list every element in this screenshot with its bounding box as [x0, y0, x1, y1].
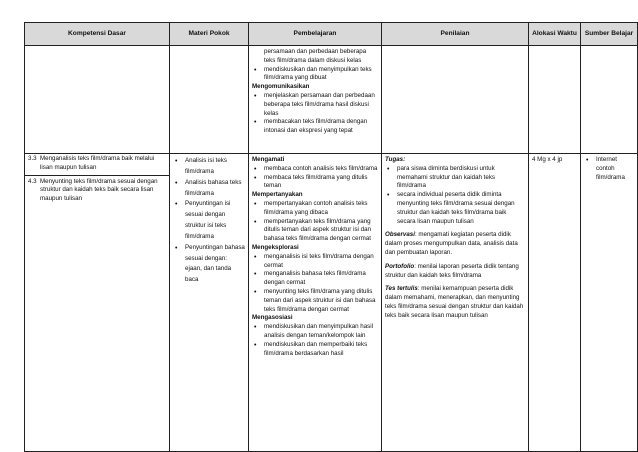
list-item: • Analisis isi teks film/drama — [173, 156, 245, 178]
cell-kompetensi-dasar — [25, 154, 170, 452]
list-item: • para siswa diminta berdiskusi untuk memahami struktur dan kaidah teks film/drama — [385, 165, 525, 191]
header-penilaian: Penilaian — [382, 23, 529, 46]
list-item: • mendiskusikan dan menyimpulkan teks film/drama yang dibuat — [252, 66, 378, 84]
list-item: • membaca contoh analisis teks film/drama — [252, 165, 378, 174]
header-pembelajaran: Pembelajaran — [249, 23, 382, 46]
observasi-paragraph — [385, 231, 525, 257]
kd-number: 3.3 — [28, 155, 37, 162]
list-item: • mendiskusikan dan menyimpulkan hasil analisis dengan teman/kelompok lain — [252, 323, 378, 341]
section-title: Mengomunikasikan — [252, 83, 310, 91]
table-row-kd-3-3 — [25, 154, 638, 452]
list-item: • menyunting teks film/drama yang ditulis teman dari aspek struktur isi dan bahasa teks film/drama dengan cermat — [252, 288, 378, 314]
cell-pembelajaran-continuation — [249, 46, 382, 154]
table-row-continuation — [25, 46, 638, 154]
list-item: • mendiskusikan dan memperbaiki teks film/drama berdasarkan hasil — [252, 341, 378, 359]
list-item: • secara individual peserta didik diminta menyunting teks film/drama sesuai dengan struktur dan kaidah teks film/drama baik secara lisan maupun tulisan — [385, 191, 525, 226]
cell-materi-pokok — [170, 154, 249, 452]
header-alokasi-waktu: Alokasi Waktu — [529, 23, 581, 46]
tes-tertulis-paragraph — [385, 285, 525, 320]
header-materi-pokok: Materi Pokok — [170, 23, 249, 46]
cell-penilaian-empty — [382, 46, 529, 154]
kd-divider — [25, 175, 169, 176]
list-item: • membaca teks film/drama yang ditulis teman — [252, 174, 378, 192]
cell-sumber-empty — [581, 46, 638, 154]
header-row — [25, 23, 638, 46]
cell-materi-empty — [170, 46, 249, 154]
list-item: • membacakan teks film/drama dengan intonasi dan ekspresi yang tepat — [252, 118, 378, 136]
list-item: • menganalisis isi teks film/drama dengan cermat — [252, 253, 378, 271]
cell-alokasi-empty — [529, 46, 581, 154]
syllabus-table — [24, 22, 638, 452]
observasi-text: : mengamati kegiatan peserta didik dalam proses mengumpulkan data, analisis data dan pembuatan laporan. — [385, 231, 518, 256]
tes-tertulis-text: : menilai kemampuan peserta didik dalam memahami, menerapkan, dan menyunting teks film/drama sesuai dengan struktur dan kaidah teks baik secara lisan maupun tulisan — [385, 285, 524, 319]
section-title: Mengasosiasi — [252, 314, 293, 322]
cell-kd-empty — [25, 46, 170, 154]
kd-item — [28, 178, 166, 204]
list-item: • mempertanyakan teks film/drama yang ditulis teman dari aspek struktur isi dan bahasa teks film/drama dengan cermat — [252, 218, 378, 244]
section-title: Mempertanyakan — [252, 191, 303, 199]
observasi-label: Observasi — [385, 231, 415, 239]
continuation-line: persamaan dan perbedaan beberapa — [264, 48, 367, 55]
cell-alokasi-waktu — [529, 154, 581, 452]
header-sumber-belajar: Sumber Belajar — [581, 23, 638, 46]
continuation-line: teks film/drama dalam diskusi kelas — [264, 56, 362, 64]
header-kompetensi-dasar: Kompetensi Dasar — [25, 23, 170, 46]
kd-text: Menyunting teks film/drama sesuai dengan struktur dan kaidah teks baik secara lisan maupun tulisan — [40, 177, 158, 203]
list-item: • menganalisis bahasa teks film/drama dengan cermat — [252, 270, 378, 288]
cell-sumber-belajar — [581, 154, 638, 452]
list-item: • menjelaskan persamaan dan perbedaan beberapa teks film/drama hasil diskusi kelas — [252, 92, 378, 118]
cell-penilaian — [382, 154, 529, 452]
tugas-label: Tugas: — [385, 156, 406, 163]
list-item: • Penyuntingan isi sesuai dengan struktur isi teks film/drama — [173, 199, 245, 242]
kd-number: 4.3 — [28, 177, 37, 185]
portofolio-paragraph — [385, 263, 525, 281]
tes-tertulis-label: Tes tertulis — [385, 285, 418, 293]
section-title: Mengamati — [252, 156, 285, 163]
section-title: Mengeksplorasi — [252, 243, 299, 251]
list-item: • Penyuntingan bahasa sesuai dengan: ejaan, dan tanda baca — [173, 243, 245, 286]
list-item: • mempertanyakan contoh analisis teks film/drama yang dibaca — [252, 200, 378, 218]
alokasi-value: 4 Mg x 4 jp — [532, 156, 563, 163]
kd-item — [28, 155, 166, 173]
portofolio-text: : menilai laporan peserta didik tentang struktur dan kaidah teks film/drama — [385, 262, 519, 279]
portofolio-label: Portofolio — [385, 262, 415, 270]
list-item: • Internet contoh film/drama — [584, 156, 634, 182]
list-item: • Analisis bahasa teks film/drama — [173, 178, 245, 200]
kd-text: Menganalisis teks film/drama baik melalui lisan maupun tulisan — [40, 155, 155, 171]
cell-pembelajaran — [249, 154, 382, 452]
